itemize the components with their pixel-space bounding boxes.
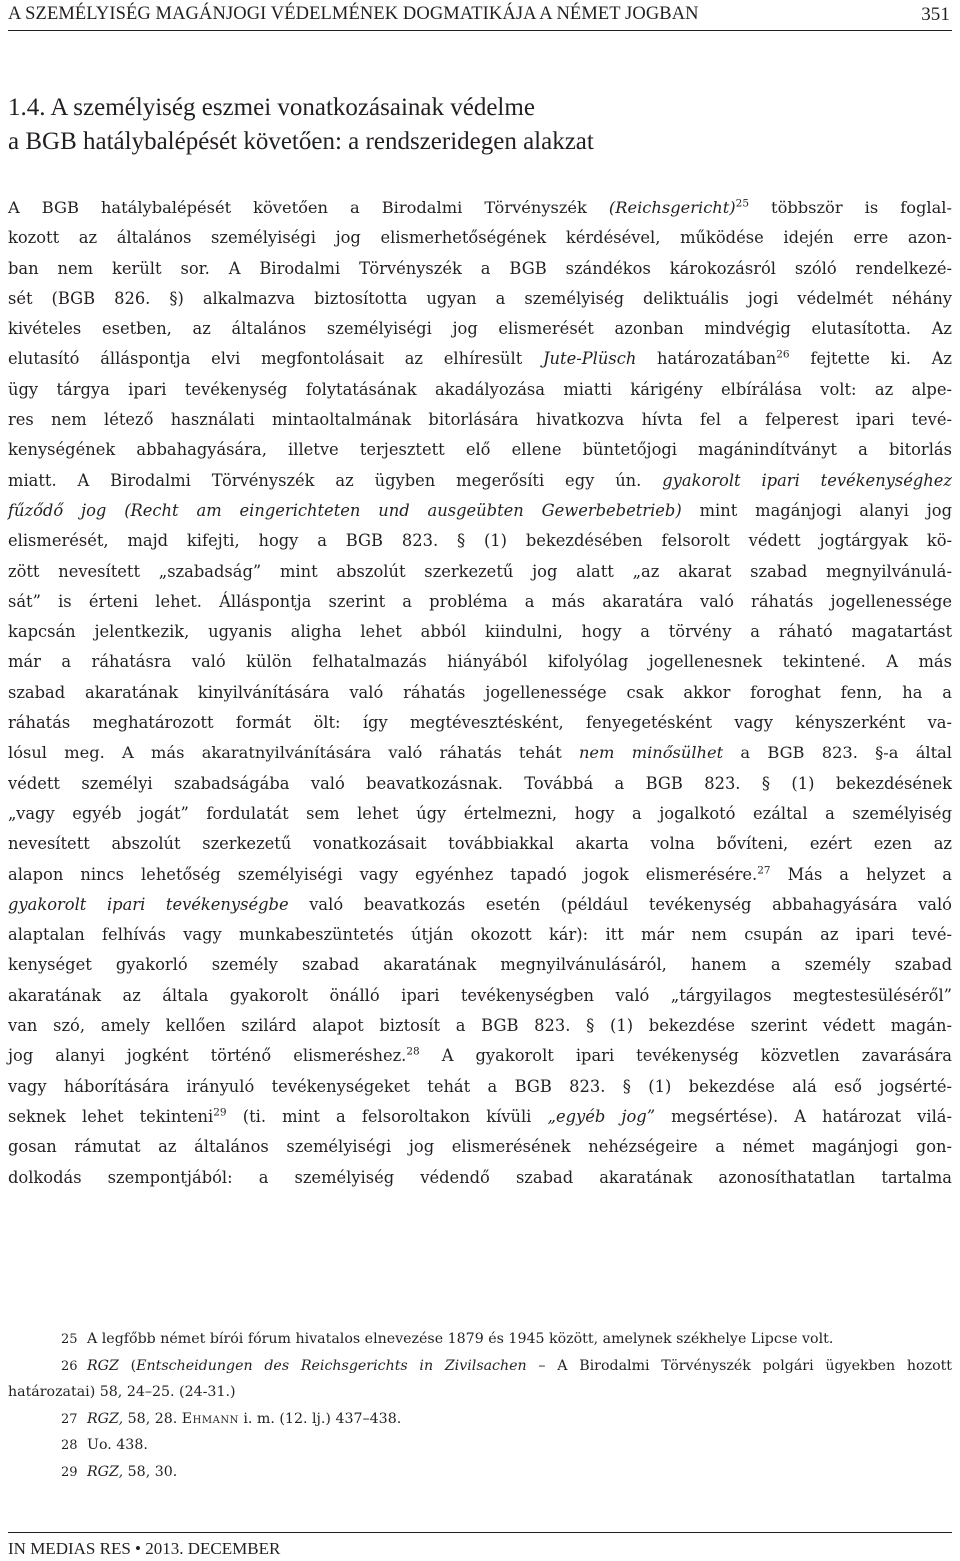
body-paragraph [8,193,952,1193]
text-span: határozatában [636,349,777,369]
running-footer [8,1539,280,1559]
text-line [8,1102,952,1132]
footnote-26 [8,1353,952,1380]
footnote-25 [8,1326,952,1353]
italic-span: Entscheidungen des Reichsgerichts in Zivilsachen [136,1357,527,1374]
text-span: 58, 28. [123,1410,182,1427]
italic-span: gyakorolt ipari tevékenységbe [8,894,289,914]
running-title: A SZEMÉLYISÉG MAGÁNJOGI VÉDELMÉNEK DOGMATIKÁJA A NÉMET JOGBAN [8,4,699,24]
text-line: sét (BGB 826. §) alkalmazva biztosította ugyan a személyiség deliktuális jogi védelmét néhány [8,288,952,308]
italic-span: fűződő jog (Recht am eingerichteten und ausgeübten Gewerbebetrieb) [8,500,682,520]
footnote-26-continued: határozatai) 58, 24–25. (24-31.) [8,1384,236,1400]
italic-span: (Reichsgericht) [608,198,736,217]
text-span: – A Birodalmi Törvényszék polgári ügyekben hozott [526,1357,953,1374]
text-span: a BGB 823. §-a által [723,743,952,763]
footnote-number: 26 [61,1358,78,1374]
footnote-ref-28[interactable]: 28 [406,1045,420,1058]
text-span: A gyakorolt ipari tevékenység közvetlen zavarására [419,1046,952,1066]
footnote-number: 25 [61,1332,78,1347]
page-number: 351 [921,4,950,25]
footnote-ref-29[interactable]: 29 [213,1106,227,1119]
text-line: vagy háborítására irányuló tevékenységeket tehát a BGB 823. § (1) bekezdése alá eső jogsérté- [8,1076,952,1096]
text-line: már a ráhatásra való külön felhatalmazás hiányából kifolyólag jogellenesnek tekintené. A más [8,652,952,672]
footnote-ref-26[interactable]: 26 [776,349,790,362]
footnote-29 [8,1459,952,1486]
text-line: szabad akaratának kinyilvánítására való ráhatás jogellenessége csak akkor foroghat fenn, ha a [8,682,952,702]
italic-span: gyakorolt ipari tevékenységhez [662,470,952,490]
text-line: ban nem került sor. A Birodalmi Törvényszék a BGB szándékos károkozásról szóló rendelkezé- [8,258,952,278]
text-line [8,193,952,223]
running-header [8,4,952,26]
text-line: elismerését, majd kifejti, hogy a BGB 823. § (1) bekezdésében felsorolt védett jogtárgyak kö- [8,531,952,551]
italic-span: Jute-Plüsch [543,349,637,369]
header-divider [8,30,952,31]
text-span: i. m. (12. lj.) 437–438. [238,1410,402,1427]
text-line [8,1041,952,1071]
text-line [8,738,952,768]
text-line: védett személyi szabadságába való beavatkozásnak. Továbbá a BGB 823. § (1) bekezdésének [8,773,952,793]
text-line: res nem létező használati mintaoltalmának bitorlására hivatkozva hívta fel a felperest ipari tevé- [8,410,952,430]
footer-divider [8,1532,952,1533]
text-line: ügy tárgya ipari tevékenység folytatásának akadályozása miatti kárigény elbírálása volt: az alpe- [8,379,952,399]
text-line: gosan rámutat az általános személyiségi jog elismerésének nehézségeire a német magánjogi gon- [8,1137,952,1157]
text-line [8,344,952,374]
text-span: 58, 30. [123,1463,178,1480]
text-line: alaptalan felhívás vagy munkabeszüntetés útján okozott kár): itt már nem csupán az ipari tevé- [8,925,952,945]
text-span: jog alanyi jogként történő elismeréshez. [8,1046,407,1066]
text-span: A BGB hatálybalépését követően a Birodalmi Törvényszék [8,198,609,217]
footnote-text: Uo. 438. [87,1437,148,1453]
text-line: dolkodás szempontjából: a személyiség védendő szabad akaratának azonosíthatatlan tartalma [8,1167,952,1187]
section-heading-line-2: a BGB hatálybalépését követően: a rendszeridegen alakzat [8,128,594,155]
text-span: seknek lehet tekinteni [8,1106,214,1126]
text-line: van szó, amely kellően szilárd alapot biztosít a BGB 823. § (1) bekezdése szerint védett magán- [8,1016,952,1036]
text-line: kenységének abbahagyására, illetve terjesztett elő ellene büntetőjogi magánindítványt a bitorlás [8,440,952,460]
text-span: miatt. A Birodalmi Törvényszék az ügyben megerősíti egy ún. [8,470,663,490]
italic-span: nem minősülhet [578,743,724,763]
footnote-number: 29 [61,1464,78,1480]
text-span: többször is foglal- [749,198,952,217]
text-span: való beavatkozás esetén (például tevékenység abbahagyására való [288,894,952,914]
text-line: nevesített abszolút szerkezetű vonatkozásait továbbiakkal akarta volna bővíteni, ezért ezen az [8,834,952,854]
text-span: Más a helyzet a [770,864,952,884]
footnotes [8,1326,952,1485]
italic-span: RGZ, [87,1410,124,1427]
text-span: megsértése). A határozat vilá- [655,1106,952,1126]
text-span: ( [118,1357,137,1374]
footnote-ref-25[interactable]: 25 [735,197,750,210]
text-span: fejtette ki. Az [789,349,952,369]
text-line: „vagy egyéb jogát” fordulatát sem lehet úgy értelmezni, hogy a jogalkotó ezáltal a személyiség [8,803,952,823]
footnote-ref-27[interactable]: 27 [757,864,771,877]
section-heading [8,91,952,159]
footnote-text: A legfőbb német bírói fórum hivatalos elnevezése 1879 és 1945 között, amelynek székhelye Lipcse volt. [87,1331,834,1347]
text-line [8,890,952,920]
section-heading-line-1: 1.4. A személyiség eszmei vonatkozásainak védelme [8,94,535,121]
text-line: akaratának az általa gyakorolt önálló ipari tevékenységben való „tárgyilagos megtestesüléséről” [8,985,952,1005]
bullet-separator: • [135,1539,141,1558]
italic-span: „egyéb jog” [547,1106,656,1126]
footnote-28 [8,1432,952,1459]
footnote-number: 28 [61,1438,78,1453]
text-span: (ti. mint a felsoroltakon kívüli [226,1106,548,1126]
footnote-27 [8,1406,952,1433]
text-line [8,496,952,526]
text-span: lósul meg. A más akaratnyilvánítására való ráhatás tehát [8,743,579,763]
text-span: elutasító álláspontja elvi megfontolásait az elhíresült [8,349,544,369]
author-name: Ehmann [181,1410,239,1427]
footnote-number: 27 [61,1411,78,1427]
text-line: zött nevesített „szabadság” mint abszolút szerkezetű jog alatt „az akarat szabad megnyilvánulá- [8,561,952,581]
italic-span: RGZ, [87,1463,124,1480]
text-span: mint magánjogi alanyi jog [681,500,952,520]
text-line: kapcsán jelentkezik, ugyanis aligha lehet abból kiindulni, hogy a törvény a ráható magatartást [8,622,952,642]
text-line: sát” is érteni lehet. Álláspontja szerint a probléma a más akaratára való ráhatás jogellenessége [8,591,952,611]
issue-date: 2013. DECEMBER [145,1539,281,1558]
text-span: alapon nincs lehetőség személyiségi vagy egyénhez tapadó jogok elismerésére. [8,864,758,884]
text-line: kozott az általános személyiségi jog elismerhetőségének kérdésével, működése idején erre azon- [8,228,952,248]
italic-span: RGZ [87,1357,119,1374]
text-line: kenységet gyakorló személy szabad akaratának megnyilvánulásáról, hanem a személy szabad [8,955,952,975]
text-line: kivételes esetben, az általános személyiségi jog elismerését azonban mindvégig elutasította. Az [8,319,952,339]
text-line [8,466,952,496]
text-line: ráhatás meghatározott formát ölt: így megtévesztésként, fenyegetésként vagy kényszerként va- [8,713,952,733]
text-line [8,860,952,890]
journal-name: IN MEDIAS RES [8,1539,131,1558]
